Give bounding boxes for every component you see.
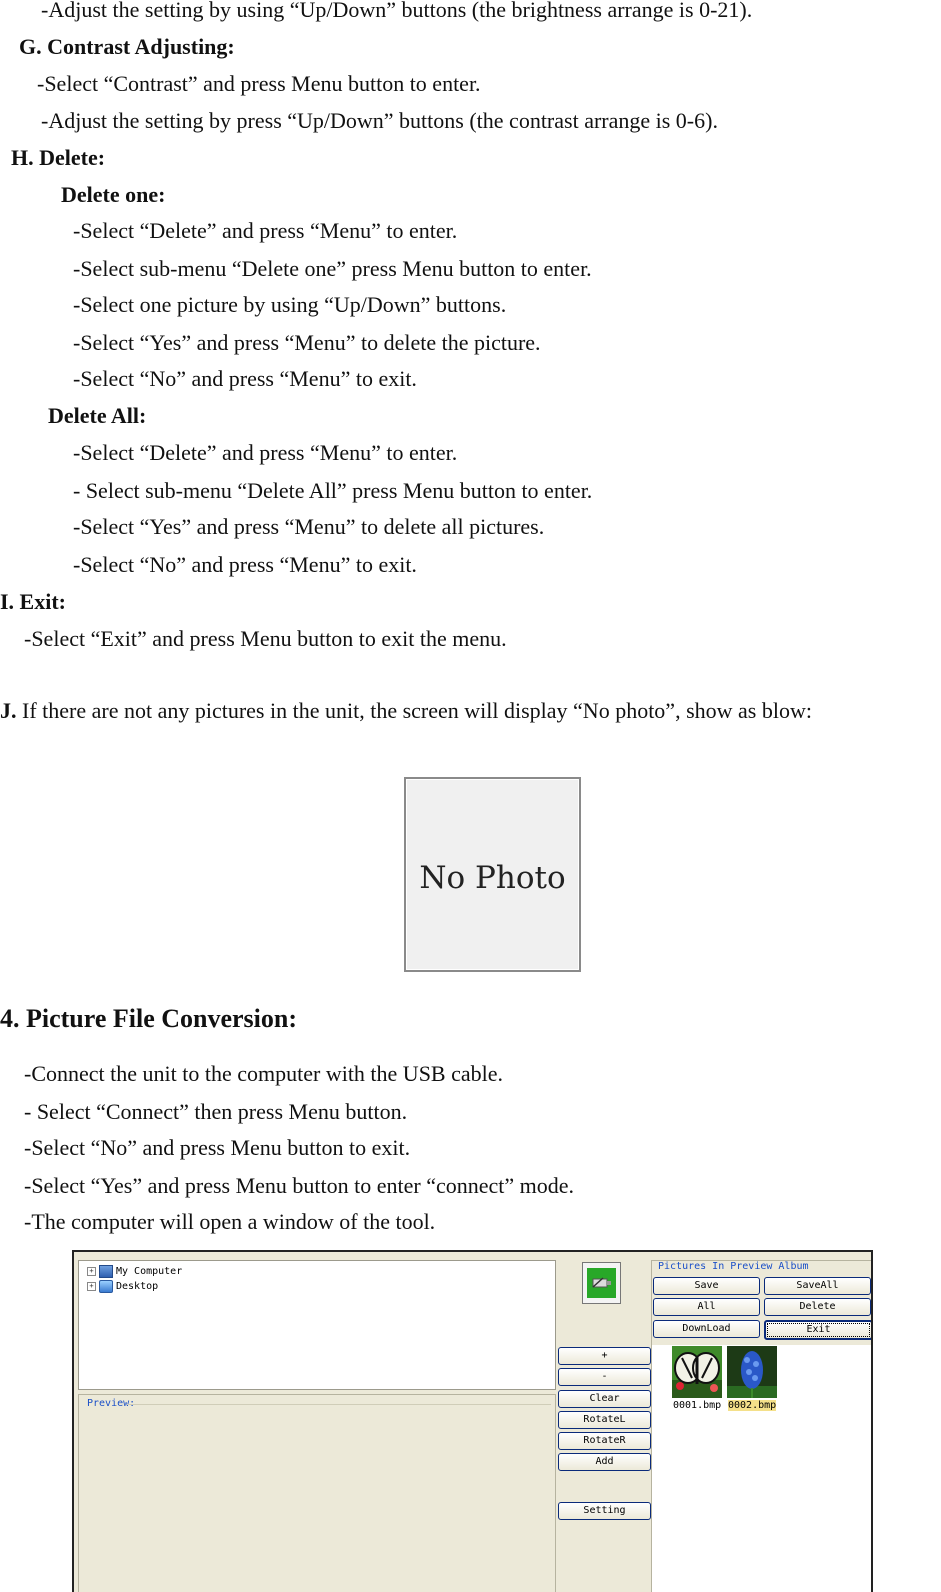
rotate-right-button[interactable]: RotateR: [558, 1432, 651, 1450]
delete-button[interactable]: Delete: [764, 1298, 871, 1316]
contrast-adjust-line: -Adjust the setting by press “Up/Down” buttons (the contrast arrange is 0-6).: [41, 108, 718, 133]
clear-button[interactable]: Clear: [558, 1390, 651, 1408]
no-photo-text: No Photo: [419, 860, 566, 896]
conversion-step-4: -Select “Yes” and press Menu button to enter “connect” mode.: [24, 1173, 575, 1198]
conversion-step-3: -Select “No” and press Menu button to exit.: [24, 1135, 411, 1160]
rotate-left-button[interactable]: RotateL: [558, 1411, 651, 1429]
delete-one-step-1: -Select “Delete” and press “Menu” to enter.: [73, 218, 458, 243]
preview-panel: [78, 1394, 556, 1592]
delete-all-heading: Delete All:: [48, 403, 147, 428]
tree-item-desktop[interactable]: [87, 1279, 158, 1293]
tree-item-my-computer[interactable]: [87, 1264, 182, 1278]
brightness-adjust-line: -Adjust the setting by using “Up/Down” buttons (the brightness arrange is 0-21).: [41, 0, 753, 22]
folder-tree[interactable]: [78, 1260, 556, 1390]
zoom-out-button[interactable]: -: [558, 1368, 651, 1386]
delete-one-step-2: -Select sub-menu “Delete one” press Menu button to enter.: [73, 256, 592, 281]
computer-icon: [99, 1265, 113, 1278]
no-photo-note: [0, 698, 812, 724]
contrast-select-line: -Select “Contrast” and press Menu button to enter.: [37, 71, 481, 96]
desktop-icon: [99, 1280, 113, 1293]
thumbnail-caption-selected: 0002.bmp: [728, 1400, 777, 1411]
exit-button[interactable]: Exit: [764, 1320, 873, 1340]
conversion-tool-window: [72, 1250, 873, 1592]
contrast-heading: G. Contrast Adjusting:: [19, 34, 235, 59]
no-photo-screen: [404, 777, 581, 972]
download-button[interactable]: DownLoad: [653, 1320, 760, 1338]
delete-all-step-2: - Select sub-menu “Delete All” press Menu button to enter.: [73, 478, 593, 503]
thumbnail-area: [652, 1345, 872, 1592]
exit-step: -Select “Exit” and press Menu button to exit the menu.: [24, 626, 507, 651]
zoom-in-button[interactable]: +: [558, 1347, 651, 1365]
no-photo-note-label: J.: [0, 698, 17, 723]
tree-item-label: My Computer: [116, 1265, 183, 1277]
delete-all-step-1: -Select “Delete” and press “Menu” to enter.: [73, 440, 458, 465]
tree-item-label: Desktop: [116, 1280, 159, 1292]
thumbnail-caption: 0001.bmp: [673, 1400, 722, 1411]
delete-one-step-5: -Select “No” and press “Menu” to exit.: [73, 366, 417, 391]
delete-all-step-3: -Select “Yes” and press “Menu” to delete all pictures.: [73, 514, 545, 539]
delete-one-step-4: -Select “Yes” and press “Menu” to delete the picture.: [73, 330, 541, 355]
preview-label: Preview:: [87, 1398, 136, 1409]
conversion-step-2: - Select “Connect” then press Menu button.: [24, 1099, 408, 1124]
save-all-button[interactable]: SaveAll: [764, 1277, 871, 1295]
select-all-button[interactable]: All: [653, 1298, 760, 1316]
save-button[interactable]: Save: [653, 1277, 760, 1295]
expand-icon[interactable]: +: [87, 1282, 96, 1291]
connect-logo-button[interactable]: [582, 1262, 621, 1304]
no-photo-note-text: If there are not any pictures in the unit, the screen will display “No photo”, show as blow:: [16, 698, 812, 723]
conversion-step-1: -Connect the unit to the computer with the USB cable.: [24, 1061, 504, 1086]
album-label: Pictures In Preview Album: [658, 1261, 809, 1272]
conversion-step-5: -The computer will open a window of the tool.: [24, 1209, 436, 1234]
expand-icon[interactable]: +: [87, 1267, 96, 1276]
exit-heading: I. Exit:: [0, 589, 66, 614]
usb-connect-icon: [587, 1268, 616, 1298]
thumbnail-butterfly[interactable]: [672, 1346, 722, 1398]
delete-heading: H. Delete:: [11, 145, 106, 170]
thumbnail-flower[interactable]: [727, 1346, 777, 1398]
add-button[interactable]: Add: [558, 1453, 651, 1471]
preview-divider: [127, 1404, 551, 1405]
section-4-heading: 4. Picture File Conversion:: [0, 1004, 298, 1033]
delete-one-heading: Delete one:: [61, 182, 166, 207]
setting-button[interactable]: Setting: [558, 1502, 651, 1520]
delete-one-step-3: -Select one picture by using “Up/Down” buttons.: [73, 292, 507, 317]
delete-all-step-4: -Select “No” and press “Menu” to exit.: [73, 552, 417, 577]
